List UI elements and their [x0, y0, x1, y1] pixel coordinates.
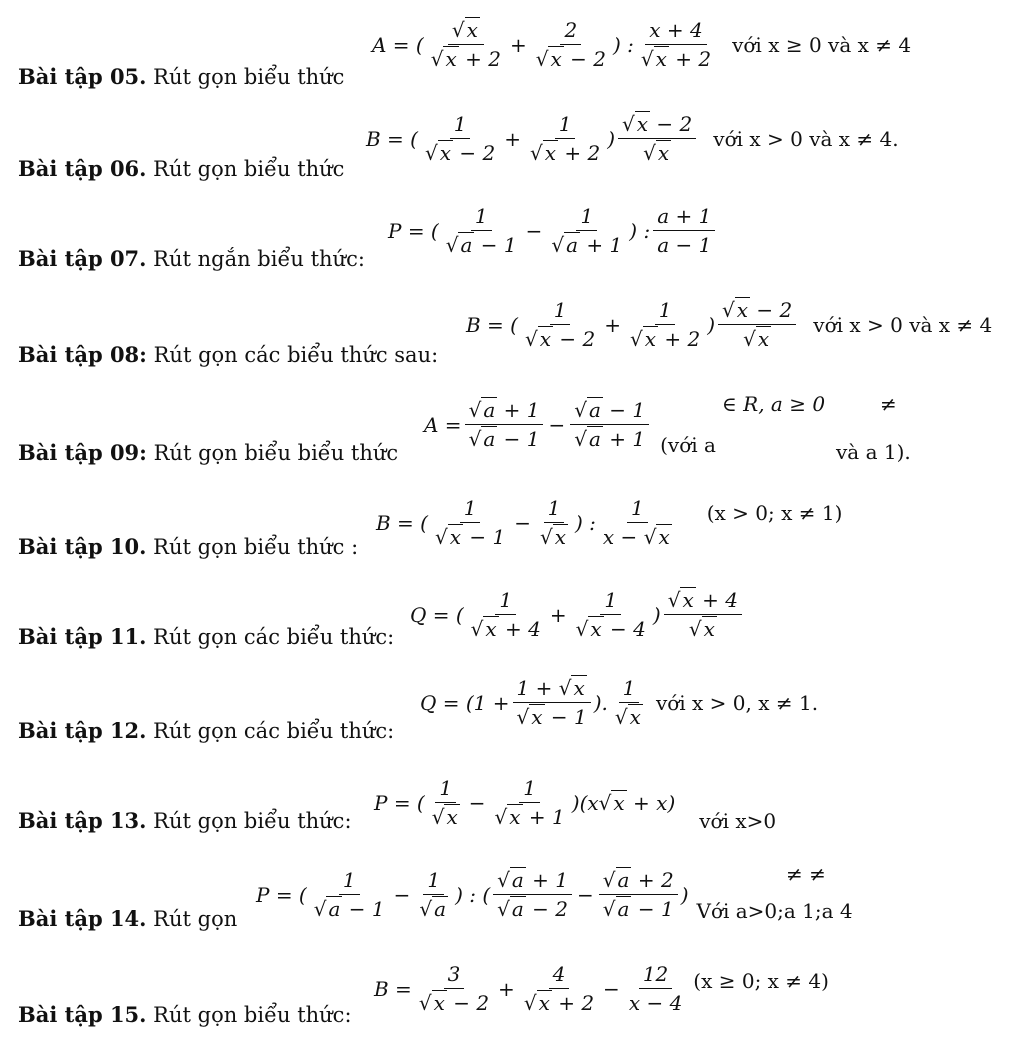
exercise-13-condition: với x>0 [699, 808, 777, 833]
exercise-14-neq-marks: ≠ ≠ [786, 862, 826, 886]
exercise-06-formula: B = ( $\frac{1}{√ x - 2}$ + $\frac{1}{√ x + 2}$ ) $\frac{√ x - 2}{√ x}$ với x > 0 và x ≠ 4. [366, 112, 899, 165]
exercise-14-condition: Với a>0;a 1;a 4 [696, 898, 853, 923]
exercise-05-condition: với x ≥ 0 và x ≠ 4 [732, 32, 912, 57]
exercise-09-condition: (với a [660, 432, 716, 457]
exercise-14-formula: P = ( $\frac{1}{√ a - 1}$ − $\frac{1}{√ a}$ ) : ( $\frac{√ a + 1}{√ a - 2}$ − $\frac{√ a + 2}{√ a - 1}$ ) Với a>0;a 1;a 4 [256, 868, 853, 923]
exercise-13-formula: P = ( $\frac{1}{√ x}$ − $\frac{1}{√ x + 1}$ )(x√ x + x) với x>0 [374, 776, 777, 833]
exercise-09-neq-mark: ≠ [880, 392, 897, 416]
exercise-11-formula: Q = ( $\frac{1}{√ x + 4}$ + $\frac{1}{√ x - 4}$ ) $\frac{√ x + 4}{√ x}$ [410, 588, 745, 641]
exercise-08-condition: với x > 0 và x ≠ 4 [813, 312, 993, 337]
exercise-10-formula: B = ( $\frac{1}{√ x - 1}$ − $\frac{1}{√ x}$ ) : $\frac{1}{x - √ x}$ (x > 0; x ≠ 1) [376, 496, 843, 549]
exercise-09-formula: A = $\frac{√ a + 1}{√ a - 1}$ − $\frac{√ a - 1}{√ a + 1}$ (với a [424, 398, 716, 457]
exercise-11-label: Bài tập 11. Rút gọn các biểu thức: [18, 624, 395, 649]
exercise-08-label: Bài tập 08: Rút gọn các biểu thức sau: [18, 342, 439, 367]
exercise-06-condition: với x > 0 và x ≠ 4. [713, 126, 899, 151]
exercise-06-label: Bài tập 06. Rút gọn biểu thức [18, 156, 345, 181]
exercise-09-label: Bài tập 09: Rút gọn biểu biểu thức [18, 440, 399, 465]
exercise-10-condition: (x > 0; x ≠ 1) [706, 500, 843, 525]
exercise-12-condition: với x > 0, x ≠ 1. [655, 690, 819, 715]
exercise-15-formula: B = $\frac{3}{√ x - 2}$ + $\frac{4}{√ x + 2}$ − $\frac{12}{x - 4}$ (x ≥ 0; x ≠ 4) [374, 962, 829, 1015]
exercise-10-label: Bài tập 10. Rút gọn biểu thức : [18, 534, 359, 559]
exercise-09-condition-end: và a 1). [836, 440, 911, 464]
exercise-07-label: Bài tập 07. Rút ngắn biểu thức: [18, 246, 365, 271]
exercise-05-formula: A = ( $\frac{√ x}{√ x + 2}$ + $\frac{2}{√ x - 2}$ ) : $\frac{x + 4}{√ x + 2}$ với x ≥ 0 và x ≠ 4 [372, 18, 912, 71]
exercise-14-label: Bài tập 14. Rút gọn [18, 906, 238, 931]
exercise-12-formula: Q = (1 + $\frac{1 + √ x}{√ x - 1}$ ). $\frac{1}{√ x}$ với x > 0, x ≠ 1. [420, 676, 819, 729]
exercise-07-formula: P = ( $\frac{1}{√ a - 1}$ − $\frac{1}{√ a + 1}$ ) : $\frac{a + 1}{a - 1}$ [388, 204, 718, 257]
exercise-08-formula: B = ( $\frac{1}{√ x - 2}$ + $\frac{1}{√ x + 2}$ ) $\frac{√ x - 2}{√ x}$ với x > 0 và x ≠ 4 [466, 298, 993, 351]
exercise-05-label: Bài tập 05. Rút gọn biểu thức [18, 64, 345, 89]
exercise-09-set-condition: ∈ R, a ≥ 0 [722, 392, 826, 416]
exercise-15-condition: (x ≥ 0; x ≠ 4) [693, 968, 829, 993]
exercise-13-label: Bài tập 13. Rút gọn biểu thức: [18, 808, 352, 833]
exercise-12-label: Bài tập 12. Rút gọn các biểu thức: [18, 718, 395, 743]
exercise-15-label: Bài tập 15. Rút gọn biểu thức: [18, 1002, 352, 1027]
